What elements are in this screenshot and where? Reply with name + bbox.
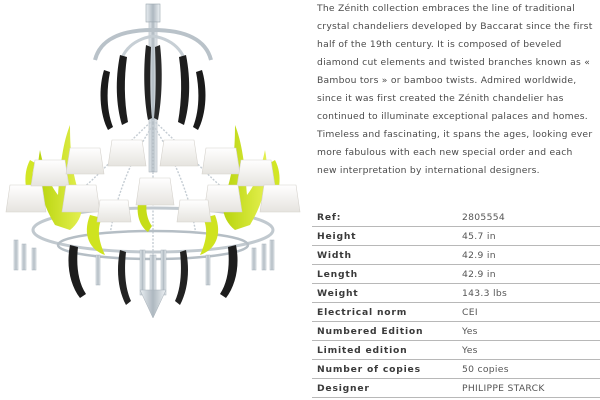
spec-row [312, 265, 600, 284]
spec-row [312, 360, 600, 379]
spec-label: Height [312, 227, 457, 246]
spec-row [312, 227, 600, 246]
spec-value: 2805554 [457, 208, 600, 227]
spec-row [312, 284, 600, 303]
spec-label: Width [312, 246, 457, 265]
spec-value: 50 copies [457, 360, 600, 379]
spec-row [312, 341, 600, 360]
spec-label: Length [312, 265, 457, 284]
spec-value: Yes [457, 341, 600, 360]
spec-value: 45.7 in [457, 227, 600, 246]
spec-value: 42.9 in [457, 246, 600, 265]
spec-label: Number of copies [312, 360, 457, 379]
spec-value: 42.9 in [457, 265, 600, 284]
specs-table [312, 208, 600, 398]
spec-label: Designer [312, 379, 457, 398]
spec-value: PHILIPPE STARCK [457, 379, 600, 398]
product-description: The Zénith collection embraces the line of traditional crystal chandeliers developed by Baccarat since the first half of the 19th century. It is composed of beveled diamond cut elements and twisted branches known as « Bambou tors » or bamboo twists. Admired worldwide, since it was first created the Zénith chandelier has continued to illuminate exceptional palaces and homes. Timeless and fascinating, it spans the ages, looking ever more fabulous with each new special order and each new interpretation by international designers. [317, 3, 593, 176]
spec-row [312, 322, 600, 341]
spec-label: Numbered Edition [312, 322, 457, 341]
spec-label: Ref: [312, 208, 457, 227]
spec-value: Yes [457, 322, 600, 341]
spec-row [312, 379, 600, 398]
spec-value: 143.3 lbs [457, 284, 600, 303]
spec-row [312, 208, 600, 227]
spec-row [312, 303, 600, 322]
spec-label: Electrical norm [312, 303, 457, 322]
spec-label: Limited edition [312, 341, 457, 360]
spec-row [312, 246, 600, 265]
spec-value: CEI [457, 303, 600, 322]
spec-label: Weight [312, 284, 457, 303]
